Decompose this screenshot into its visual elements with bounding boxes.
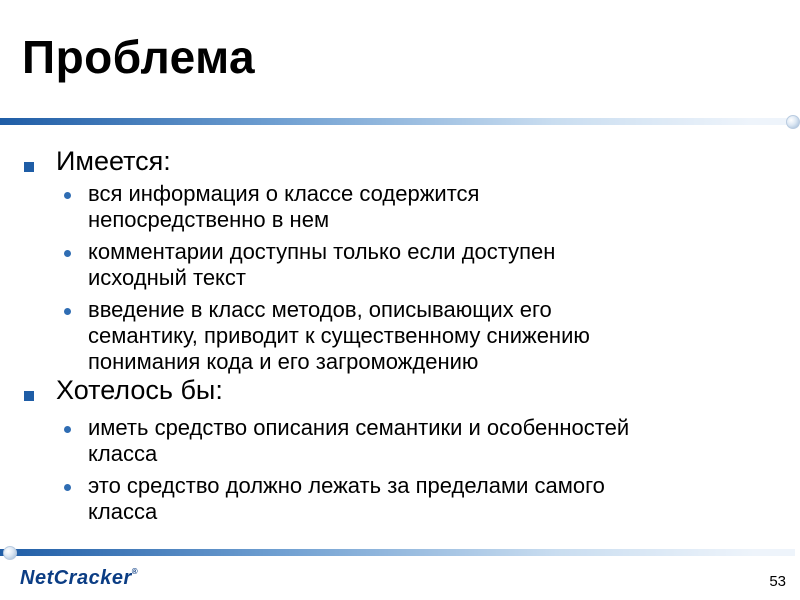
- list-item-line: класса: [88, 499, 158, 524]
- list-item: [88, 297, 778, 375]
- list-item: [88, 415, 778, 467]
- netcracker-logo: [20, 567, 138, 590]
- list-bullet-icon: [64, 250, 71, 257]
- list-item: [88, 473, 778, 525]
- list-item-line: введение в класс методов, описывающих его: [88, 297, 552, 322]
- list-item-line: непосредственно в нем: [88, 207, 330, 232]
- list-item-line: класса: [88, 441, 158, 466]
- list-item-line: это средство должно лежать за пределами самого: [88, 473, 605, 498]
- section-heading: Хотелось бы:: [56, 375, 223, 405]
- logo-text: NetCracker: [20, 567, 132, 589]
- list-item-line: семантику, приводит к существенному снижению: [88, 323, 590, 348]
- list-item-line: комментарии доступны только если доступен: [88, 239, 556, 264]
- page-number: 53: [769, 573, 786, 590]
- list-item-line: исходный текст: [88, 265, 247, 290]
- list-item-line: иметь средство описания семантики и особенностей: [88, 415, 630, 440]
- list-item-line: вся информация о классе содержится: [88, 181, 480, 206]
- divider-knob-bottom: [3, 546, 17, 560]
- list-bullet-icon: [64, 192, 71, 199]
- list-item: [88, 239, 778, 291]
- list-item-line: понимания кода и его загромождению: [88, 349, 479, 374]
- footer-divider: [0, 549, 795, 556]
- page-title: Проблема: [22, 31, 256, 83]
- section-bullet-icon: [24, 162, 34, 172]
- list-bullet-icon: [64, 426, 71, 433]
- list-bullet-icon: [64, 484, 71, 491]
- section-bullet-icon: [24, 391, 34, 401]
- list-item: [88, 181, 778, 233]
- section-heading: Имеется:: [56, 146, 171, 176]
- logo-trademark: ®: [131, 567, 139, 576]
- list-bullet-icon: [64, 308, 71, 315]
